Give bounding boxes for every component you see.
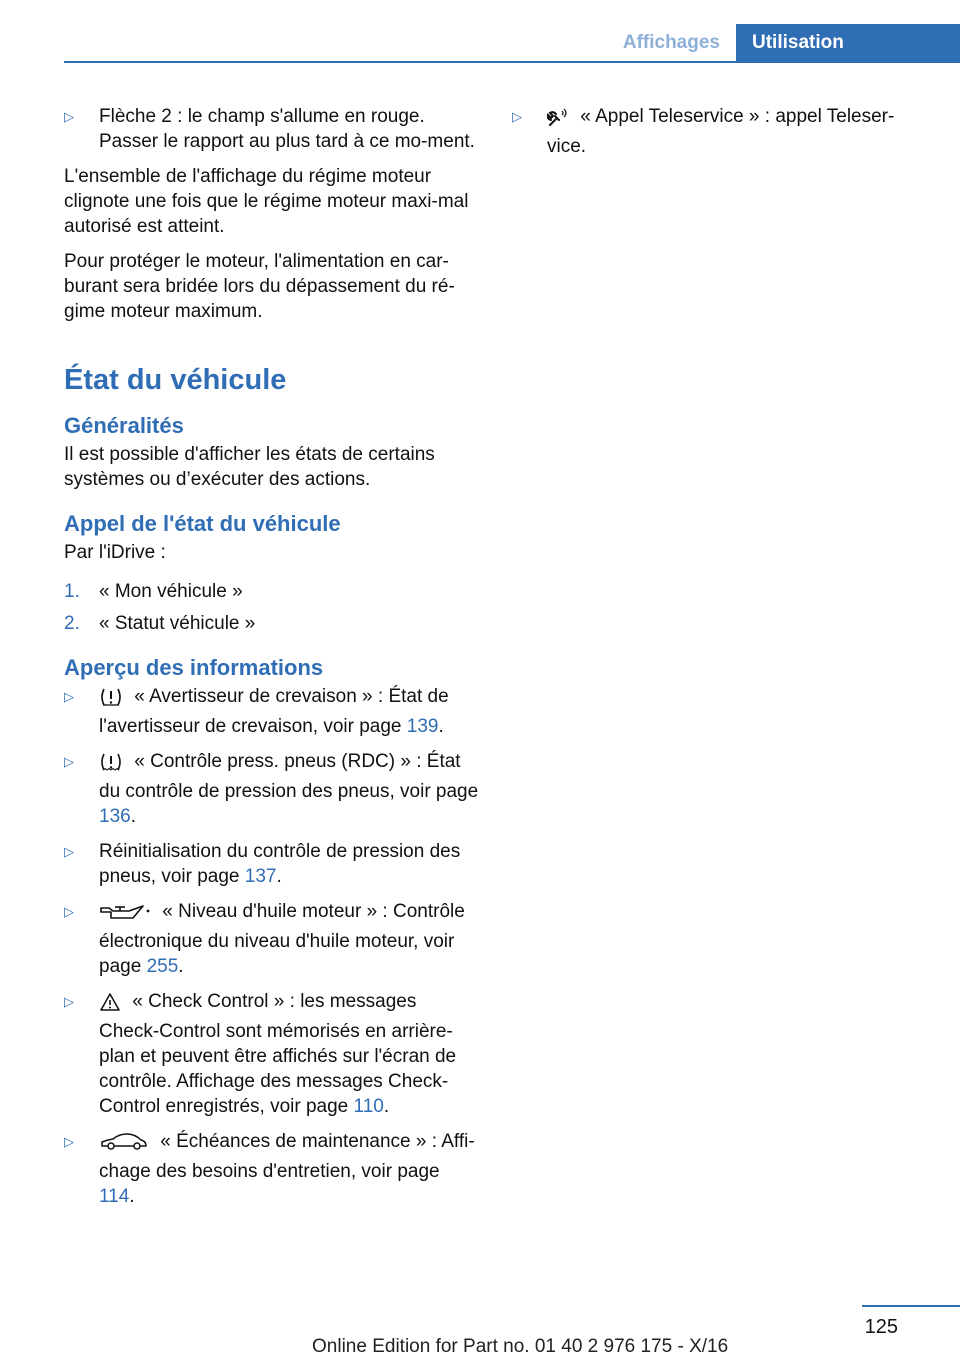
list-item: ▷ « Contrôle press. pneus (RDC) » : État du contrôle de pression des pneus, voir page 136. [64, 751, 479, 827]
page-link[interactable]: 110 [353, 1096, 384, 1117]
bullet-mark: ▷ [64, 109, 74, 124]
subsection-heading: Généralités [64, 413, 184, 438]
list-item-text: « Contrôle press. pneus (RDC) » : État du contrôle de pression des pneus, voir page [99, 751, 479, 802]
numbered-step [64, 611, 480, 636]
paragraph: Par l'iDrive : [64, 542, 166, 563]
page-number: 125 [864, 1316, 898, 1338]
footer-rule [862, 1305, 960, 1307]
paragraph: L'ensemble de l'affichage du régime moteur clignote une fois que le régime moteur maxi‐mal autorisé est atteint. [64, 166, 469, 237]
bullet-mark: ▷ [64, 1134, 74, 1149]
teleservice-icon [547, 107, 569, 134]
left-column [64, 104, 480, 1219]
bullet-mark: ▷ [512, 109, 522, 124]
list-item-text: Flèche 2 : le champ s'allume en rouge. Passer le rapport au plus tard à ce mo‐ment. [99, 106, 475, 152]
header-chapter-tab[interactable]: Utilisation [736, 24, 960, 62]
page-link[interactable]: 136 [99, 806, 131, 827]
oil-can-icon [99, 902, 151, 929]
right-column [512, 104, 912, 169]
step-number: 1. [64, 581, 80, 602]
car-service-icon [99, 1132, 149, 1159]
tire-pressure-icon [99, 752, 123, 779]
list-item [512, 104, 912, 159]
section-heading: État du véhicule [64, 364, 287, 396]
bullet-mark: ▷ [64, 994, 74, 1009]
list-item-text: « Appel Teleservice » : appel Teleser‐vice. [547, 106, 895, 157]
header-section-tab[interactable]: Affichages [622, 32, 720, 53]
list-item: ▷ « Avertisseur de crevaison » : État de l'avertisseur de crevaison, voir page 139. [64, 686, 449, 737]
list-item-text: Réinitialisation du contrôle de pression des pneus, voir page [99, 841, 461, 887]
bullet-mark: ▷ [64, 689, 74, 704]
list-item [64, 104, 480, 154]
list-item-text: « Check Control » : les messages Check-Control sont mémorisés en arrière-plan et peuvent être affichés sur l'écran de contrôle. Affichage des messages Check-Control enregistrés, voir page [99, 991, 457, 1117]
step-number: 2. [64, 613, 80, 634]
bullet-mark: ▷ [64, 904, 74, 919]
page-link[interactable]: 255 [146, 956, 179, 977]
page-link[interactable]: 114 [99, 1186, 130, 1207]
step-text: « Statut véhicule » [99, 613, 256, 634]
list-item-text: « Avertisseur de crevaison » : État de l'avertisseur de crevaison, voir page [99, 686, 449, 737]
warning-triangle-icon [99, 992, 121, 1019]
subsection-heading: Aperçu des informations [64, 655, 324, 680]
list-item: ▷ Réinitialisation du contrôle de pression des pneus, voir page 137. [64, 841, 461, 887]
bullet-mark: ▷ [64, 844, 74, 859]
paragraph: Il est possible d'afficher les états de certains systèmes ou d’exécuter des actions. [64, 444, 435, 490]
subsection-heading: Appel de l'état du véhicule [64, 511, 341, 536]
page-link[interactable]: 137 [244, 866, 277, 887]
list-item-text: « Échéances de maintenance » : Affi‐chage des besoins d'entretien, voir page [99, 1131, 475, 1182]
bullet-mark: ▷ [64, 754, 74, 769]
list-item: ▷ « Échéances de maintenance » : Affi‐chage des besoins d'entretien, voir page 114. [64, 1131, 475, 1207]
step-text: « Mon véhicule » [99, 581, 243, 602]
list-item: ▷ « Check Control » : les messages Check-Control sont mémorisés en arrière-plan et peuvent être affichés sur l'écran de contrôle. Affichage des messages Check-Control enregistrés, voir page 110. [64, 991, 457, 1117]
page-link[interactable]: 139 [406, 716, 439, 737]
tire-warning-icon [99, 687, 123, 714]
list-item-text: « Niveau d'huile moteur » : Contrôle électronique du niveau d'huile moteur, voir page [99, 901, 465, 977]
numbered-step [64, 579, 480, 604]
list-item: ▷ « Niveau d'huile moteur » : Contrôle électronique du niveau d'huile moteur, voir page 255. [64, 901, 465, 977]
paragraph: Pour protéger le moteur, l'alimentation en car‐burant sera bridée lors du dépassement du ré‐gime moteur maximum. [64, 251, 455, 322]
edition-note: Online Edition for Part no. 01 40 2 976 175 - X/16 [312, 1336, 729, 1357]
